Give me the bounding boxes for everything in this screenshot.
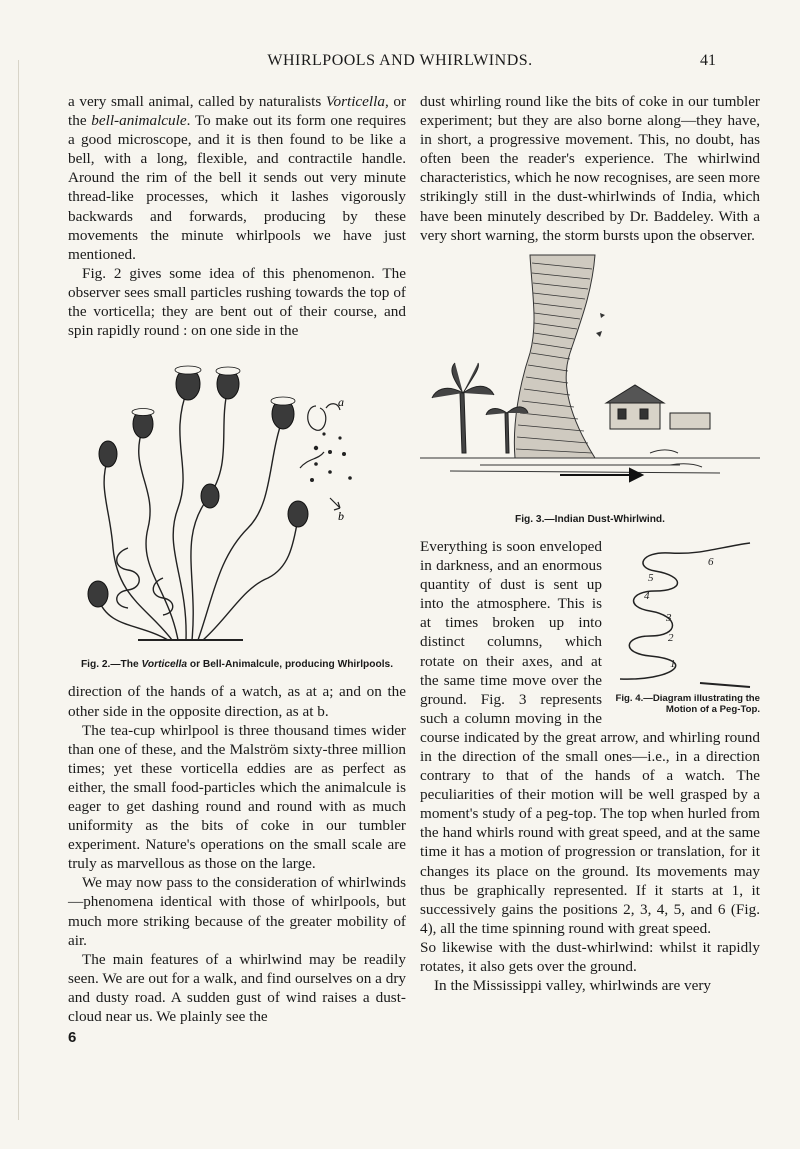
figure-2-caption: Fig. 2.—The Vorticella or Bell-Animalcule, producing Whirlpools. [80, 659, 394, 671]
page-number: 41 [700, 52, 716, 69]
position-4: 4 [644, 589, 650, 602]
vorticella-illustration [68, 348, 406, 648]
figure-3-caption: Fig. 3.—Indian Dust-Whirlwind. [515, 513, 665, 525]
figure-4-caption: Fig. 4.—Diagram illustrating the Motion of a Peg-Top. [615, 692, 760, 715]
position-1: 1 [670, 657, 676, 670]
figure-2 [68, 348, 406, 674]
position-3: 3 [666, 611, 672, 624]
left-column [68, 92, 406, 1047]
right-column [420, 92, 760, 995]
peg-top-diagram [610, 541, 760, 691]
paragraph: 1 2 3 4 5 6 Fig. 4.—Diagram illustrating the Motion of a Peg-Top. Everything is soon enveloped in darkness, and an enormous quantity of dust is sent up into the atmosphere. This is at times broken up into distinct columns, which rotate on their axes, and at the same time move over the ground. Fig. 3 represents such a column moving in the course indicated by the great arrow, and whirling round in the direction of the small ones—i.e., in a direction contrary to that of the hands of a watch. The peculiarities of their motion will be well grasped by a moment's study of a peg-top. The top when hurled from the hand whirls round with great speed, and at the same time it has a motion of progression or translation, for it changes its place on the ground. Its movements may thus be graphically represented. If it starts at 1, it successively gains the positions 2, 3, 4, 5, and 6 (Fig. 4), all the time spinning round with great speed. [420, 537, 760, 937]
paragraph: a very small animal, called by naturalists Vorticella, or the bell-animalcule. To make out its form one requires a good microscope, and it is then found to be like a bell, with a long, flexible, and contractile handle. Around the rim of the bell it sends out very minute thread-like processes, which it lashes vigorously backwards and forwards, producing by these movements the minute whirlpools we have just mentioned. [68, 93, 407, 263]
paragraph: In the Mississippi valley, whirlwinds are very [434, 977, 711, 995]
paragraph: direction of the hands of a watch, as at a; and on the other side in the opposite direction, as at b. [68, 683, 406, 720]
paragraph: The main features of a whirlwind may be readily seen. We are out for a walk, and find ourselves on a dry and dusty road. A sudden gust of wind raises a dust-cloud near us. We plainly see the [68, 950, 406, 1025]
position-2: 2 [668, 631, 674, 644]
position-5: 5 [648, 571, 654, 584]
running-title: WHIRLPOOLS AND WHIRLWINDS. [267, 52, 533, 69]
figure-3 [420, 253, 760, 529]
page-gutter-shadow [18, 60, 19, 1120]
figure-4 [610, 541, 760, 715]
dust-whirlwind-illustration [420, 253, 760, 503]
paragraph: The tea-cup whirlpool is three thousand times wider than one of these, and the Malström sixty-three million times; yet these vorticella eddies are as perfect as either, the small food-particles which the animalcule is eager to get dashing round and round with as much uniformity as the bits of coke in our tumbler experiment. Nature's operations on the small scale are truly as marvellous as those on the large. [68, 721, 406, 873]
paragraph: Fig. 2 gives some idea of this phenomenon. The observer sees small particles rushing towards the top of the vorticella; they are bent out of their course, and spin rapidly round : on one side in the [68, 264, 406, 340]
paragraph: We may now pass to the consideration of whirlwinds—phenomena identical with those of whirlpools, but much more striking because of the greater mobility of air. [68, 874, 406, 949]
paragraph: So likewise with the dust-whirlwind: whilst it rapidly rotates, it also gets over the ground. [420, 938, 760, 975]
position-6: 6 [708, 555, 714, 568]
label-a: a [338, 395, 344, 410]
signature-mark: 6 [68, 1029, 77, 1047]
label-b: b [338, 509, 344, 524]
paragraph: dust whirling round like the bits of coke in our tumbler experiment; but they are also borne along—they have, in short, a progressive movement. This, no doubt, has often been the reader's experience. The whirlwind characteristics, which he now recognises, are seen more strikingly still in the dust-whirlwinds of India, which have been minutely described by Dr. Baddeley. With a very short warning, the storm bursts upon the observer. [420, 93, 760, 244]
